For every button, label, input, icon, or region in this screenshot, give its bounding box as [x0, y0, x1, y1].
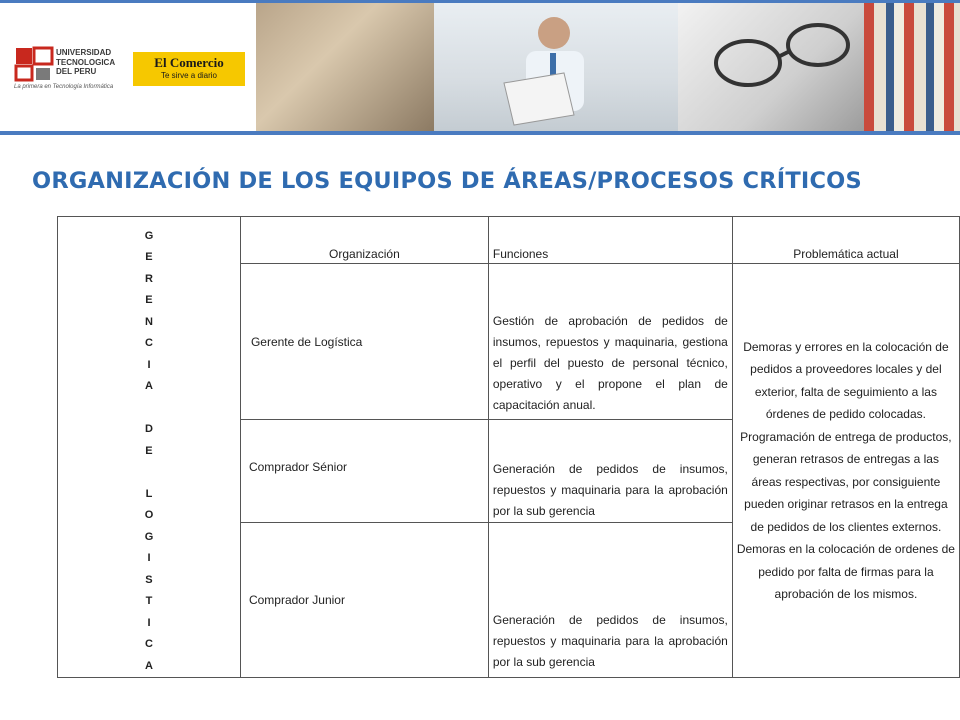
group-label-letter: E: [145, 294, 153, 306]
header-problematica-cell: [732, 217, 959, 264]
partner-name: El Comercio: [154, 55, 224, 70]
university-name-line: UNIVERSIDAD: [56, 48, 112, 57]
group-label-letter: I: [147, 358, 151, 371]
slide-title: ORGANIZACIÓN DE LOS EQUIPOS DE ÁREAS/PROCESOS CRÍTICOS: [32, 168, 862, 194]
group-label-letter: G: [144, 530, 154, 543]
group-label-letter: [58, 462, 240, 484]
group-label-letter: I: [147, 552, 151, 564]
group-label-letter: S: [145, 573, 153, 586]
group-label-letter: O: [144, 509, 154, 521]
row-organizacion: Comprador Junior: [240, 523, 488, 678]
group-label-letter: R: [144, 272, 153, 285]
header-organizacion: Organización: [329, 247, 400, 261]
group-label-letter: C: [144, 638, 153, 650]
university-name-line: DEL PERU: [56, 67, 97, 76]
photo-newspapers-stand: [864, 3, 960, 131]
row-organizacion: Comprador Sénior: [240, 420, 488, 523]
row-funciones: Gestión de aprobación de pedidos de insumos, repuestos y maquinaria, gestiona el perfil del puesto de personal técnico, operativo y el propone el plan de capacitación anual.: [488, 264, 732, 420]
group-label-letter: A: [144, 659, 153, 672]
teams-table: [57, 216, 960, 678]
header-funciones: Funciones: [492, 247, 549, 261]
university-tagline: La primera en Tecnología Informática: [14, 84, 114, 90]
group-label-letter: G: [144, 229, 154, 242]
group-label-letter: T: [145, 595, 153, 607]
group-label-letter: C: [144, 337, 153, 349]
group-label-letter: D: [144, 423, 153, 435]
partner-logo: [133, 52, 245, 86]
photo-family-reading: [256, 3, 434, 131]
group-label-letter: A: [144, 380, 153, 392]
utp-logo-icon: [14, 46, 54, 82]
group-label-letter: L: [145, 487, 153, 500]
header-organizacion-cell: [240, 217, 488, 264]
header-funciones-cell: [488, 217, 732, 264]
row-problematica: Demoras y errores en la colocación de pedidos a proveedores locales y del exterior, falta de seguimiento a las órdenes de pedido colocadas. Programación de entrega de productos, generan retrasos de entregas a las áreas respectivas, por consiguiente pueden originar retrasos en la entrega de pedidos de los clientes externos. Demoras en la colocación de ordenes de pedido por falta de firmas para la aprobación de los mismos.: [732, 264, 959, 678]
partner-tagline: Te sirve a diario: [160, 71, 218, 80]
man-reading-illustration: [434, 3, 678, 131]
group-label-letter: [58, 398, 240, 420]
row-funciones: Generación de pedidos de insumos, repuestos y maquinaria para la aprobación por la sub gerencia: [488, 523, 732, 678]
group-label-letter: E: [145, 251, 153, 263]
group-label-letter: I: [147, 616, 151, 629]
photo-glasses-on-papers: [678, 3, 864, 131]
row-organizacion: Gerente de Logística: [240, 264, 488, 420]
header-divider: [0, 131, 960, 135]
glasses-illustration: [678, 3, 864, 131]
header-problematica: Problemática actual: [793, 247, 899, 261]
group-label-letter: N: [144, 315, 153, 328]
photo-man-reading-newspaper: [434, 3, 678, 131]
group-label-cell: [58, 217, 241, 678]
table-header-row: [58, 217, 960, 264]
group-label-letter: E: [145, 444, 153, 457]
group-label: [58, 226, 240, 678]
row-funciones: Generación de pedidos de insumos, repuestos y maquinaria para la aprobación por la sub gerencia: [488, 420, 732, 523]
university-name: [56, 48, 126, 77]
university-name-line: TECNOLOGICA: [56, 57, 116, 67]
